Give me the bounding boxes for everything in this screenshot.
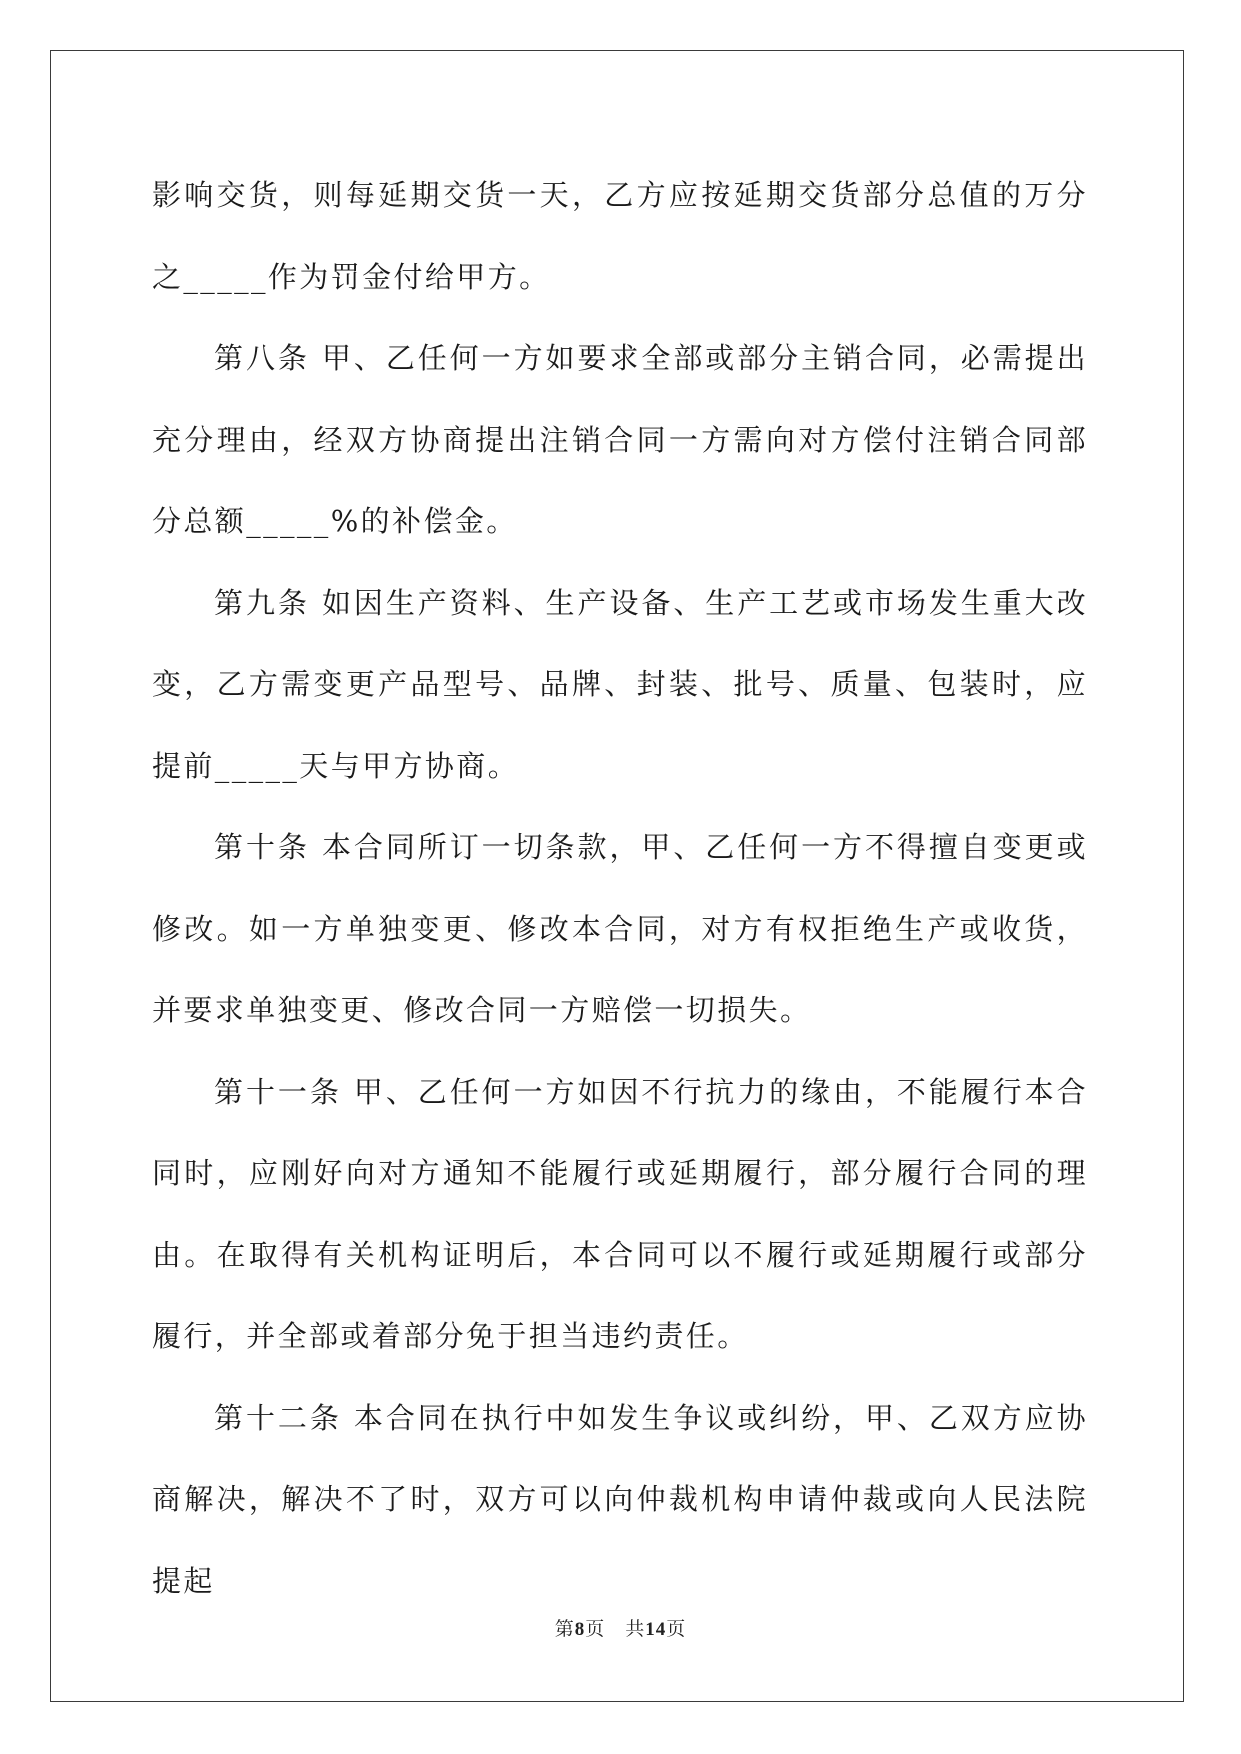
page-number: 8: [574, 1619, 586, 1640]
paragraph-article-11: 第十一条 甲、乙任何一方如因不行抗力的缘由，不能履行本合同时，应刚好向对方通知不能履行或延期履行，部分履行合同的理由。在取得有关机构证明后，本合同可以不履行或延期履行或部分履行，并全部或着部分免于担当违约责任。: [152, 1074, 1088, 1353]
total-prefix: 共: [625, 1619, 646, 1640]
page-footer: [0, 1614, 1241, 1641]
page-suffix: 页: [585, 1619, 606, 1640]
document-body: [152, 155, 1088, 1622]
paragraph-article-9: 第九条 如因生产资料、生产设备、生产工艺或市场发生重大改变，乙方需变更产品型号、品牌、封装、批号、质量、包装时，应提前_____天与甲方协商。: [152, 585, 1088, 783]
total-pages: 14: [645, 1619, 667, 1640]
paragraph-article-8: 第八条 甲、乙任何一方如要求全部或部分主销合同，必需提出充分理由，经双方协商提出注销合同一方需向对方偿付注销合同部分总额_____%的补偿金。: [152, 341, 1088, 538]
paragraph-article-12: 第十二条 本合同在执行中如发生争议或纠纷，甲、乙双方应协商解决，解决不了时，双方可以向仲裁机构申请仲裁或向人民法院提起: [152, 1400, 1088, 1598]
paragraph-penalty-continuation: 影响交货，则每延期交货一天，乙方应按延期交货部分总值的万分之_____作为罚金付给甲方。: [152, 178, 1088, 294]
page-prefix: 第: [554, 1619, 575, 1640]
total-suffix: 页: [666, 1619, 687, 1640]
paragraph-article-10: 第十条 本合同所订一切条款，甲、乙任何一方不得擅自变更或修改。如一方单独变更、修改本合同，对方有权拒绝生产或收货，并要求单独变更、修改合同一方赔偿一切损失。: [152, 830, 1088, 1027]
